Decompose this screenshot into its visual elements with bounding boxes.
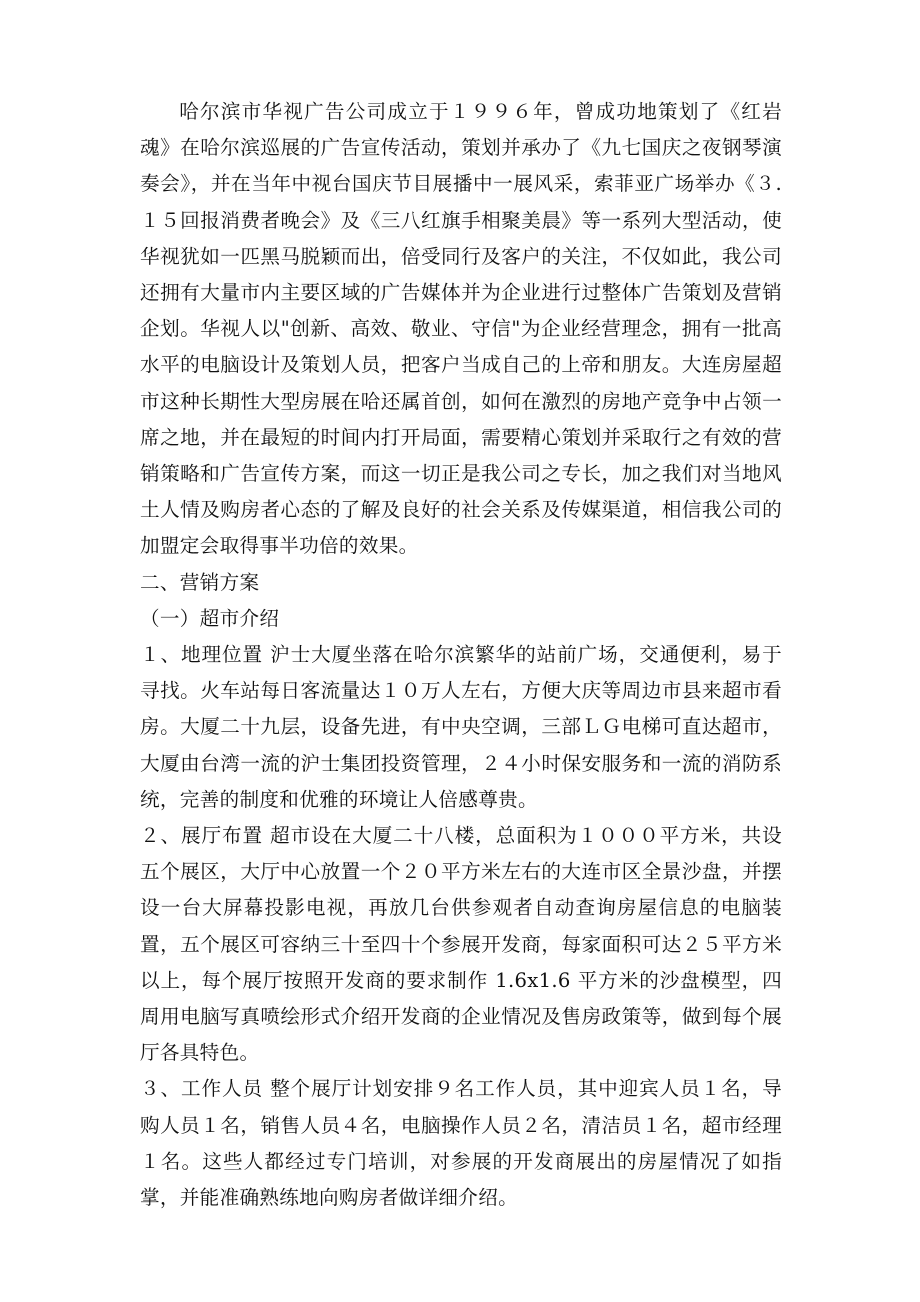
section-heading: 二、营销方案 xyxy=(140,570,260,594)
item-staff: ３、工作人员 整个展厅计划安排９名工作人员，其中迎宾人员１名，导购人员１名，销售人员４名，电脑操作人员２名，清洁员１名，超市经理１名。这些人都经过专门培训，对参展的开发商展出的房屋情况了如指掌，并能准确熟练地向购房者做详细介绍。 xyxy=(140,1077,782,1210)
document-body xyxy=(140,94,782,1216)
item-hall-layout: ２、展厅布置 超市设在大厦二十八楼，总面积为１０００平方米，共设五个展区，大厅中心放置一个２０平方米左右的大连市区全景沙盘，并摆设一台大屏幕投影电视，再放几台供参观者自动查询房屋信息的电脑装置，五个展区可容纳三十至四十个参展开发商，每家面积可达２５平方米以上，每个展厅按照开发商的要求制作 1.6x1.6 平方米的沙盘模型，四周用电脑写真喷绘形式介绍开发商的企业情况及售房政策等，做到每个展厅各具特色。 xyxy=(140,824,782,1065)
subsection-heading: （一）超市介绍 xyxy=(140,606,280,630)
intro-paragraph: 哈尔滨市华视广告公司成立于１９９６年，曾成功地策划了《红岩魂》在哈尔滨巡展的广告宣传活动，策划并承办了《九七国庆之夜钢琴演奏会》，并在当年中视台国庆节目展播中一展风采，索菲亚广场举办《３.１５回报消费者晚会》及《三八红旗手相聚美晨》等一系列大型活动，使华视犹如一匹黑马脱颖而出，倍受同行及客户的关注，不仅如此，我公司还拥有大量市内主要区域的广告媒体并为企业进行过整体广告策划及营销企划。华视人以"创新、高效、敬业、守信"为企业经营理念，拥有一批高水平的电脑设计及策划人员，把客户当成自己的上帝和朋友。大连房屋超市这种长期性大型房展在哈还属首创，如何在激烈的房地产竞争中占领一席之地，并在最短的时间内打开局面，需要精心策划并采取行之有效的营销策略和广告宣传方案，而这一切正是我公司之专长，加之我们对当地风土人情及购房者心态的了解及良好的社会关系及传媒渠道，相信我公司的加盟定会取得事半功倍的效果。 xyxy=(140,100,782,558)
item-location: １、地理位置 沪士大厦坐落在哈尔滨繁华的站前广场，交通便利，易于寻找。火车站每日客流量达１０万人左右，方便大庆等周边市县来超市看房。大厦二十九层，设备先进，有中央空调，三部ＬＧ电梯可直达超市，大厦由台湾一流的沪士集团投资管理，２４小时保安服务和一流的消防系统，完善的制度和优雅的环境让人倍感尊贵。 xyxy=(140,643,782,811)
